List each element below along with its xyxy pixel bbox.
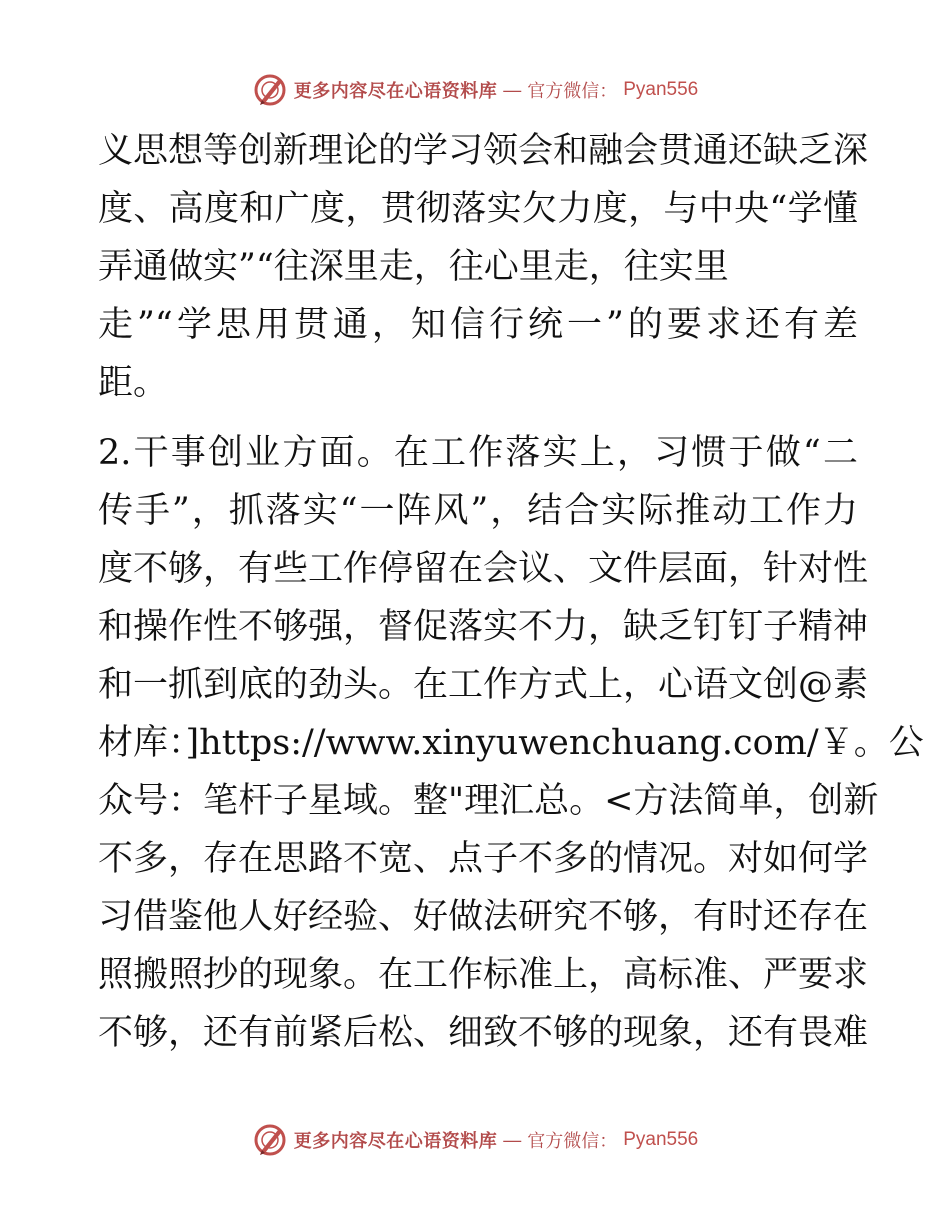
text-line: 传手”，抓落实“一阵风”，结合实际推动工作力 (98, 491, 858, 531)
text-line: 走”“学思用贯通，知信行统一”的要求还有差 (98, 305, 858, 345)
document-body (98, 122, 924, 1062)
paragraph-2 (98, 424, 924, 1062)
text-line: 度不够，有些工作停留在会议、文件层面，针对性 (98, 549, 869, 589)
footer-wechat-id: Pyan556 (623, 1129, 699, 1150)
footer-separator: — (503, 1129, 522, 1150)
text-line: 弄通做实”“往深里走，往心里走，往实里 (98, 247, 729, 287)
pen-circle-logo-icon (252, 72, 288, 108)
text-line: 不多，存在思路不宽、点子不多的情况。对如何学 (98, 839, 869, 879)
text-line: 不够，还有前紧后松、细致不够的现象，还有畏难 (98, 1013, 869, 1053)
text-line: 照搬照抄的现象。在工作标准上，高标准、严要求 (98, 955, 869, 995)
header-separator: — (503, 79, 522, 100)
text-line: 和操作性不够强，督促落实不力，缺乏钉钉子精神 (98, 607, 869, 647)
text-line: 习借鉴他人好经验、好做法研究不够，有时还存在 (98, 897, 869, 937)
footer-watermark-banner (0, 1120, 950, 1160)
paragraph-1 (98, 122, 869, 412)
text-line: 度、高度和广度，贯彻落实欠力度，与中央“学懂 (98, 189, 858, 229)
header-watermark-banner (0, 70, 950, 110)
footer-brand-text: 更多内容尽在心语资料库 (293, 1131, 498, 1152)
pen-circle-logo-icon (252, 1122, 288, 1158)
text-line: 距。 (98, 363, 169, 403)
header-wechat-label: 官方微信： (527, 81, 618, 102)
header-brand-text: 更多内容尽在心语资料库 (293, 81, 498, 102)
text-line: 和一抓到底的劲头。在工作方式上，心语文创@素 (98, 665, 869, 705)
text-line: 众号：笔杆子星域。整"理汇总。<方法简单，创新 (98, 781, 879, 821)
header-wechat-id: Pyan556 (623, 79, 699, 100)
footer-wechat-label: 官方微信： (527, 1131, 618, 1152)
text-line: 材库：]https://www.xinyuwenchuang.com/￥。公 (98, 723, 924, 763)
text-line: 义思想等创新理论的学习领会和融会贯通还缺乏深 (98, 131, 869, 171)
text-line: 2.干事创业方面。在工作落实上，习惯于做“二 (98, 433, 858, 473)
